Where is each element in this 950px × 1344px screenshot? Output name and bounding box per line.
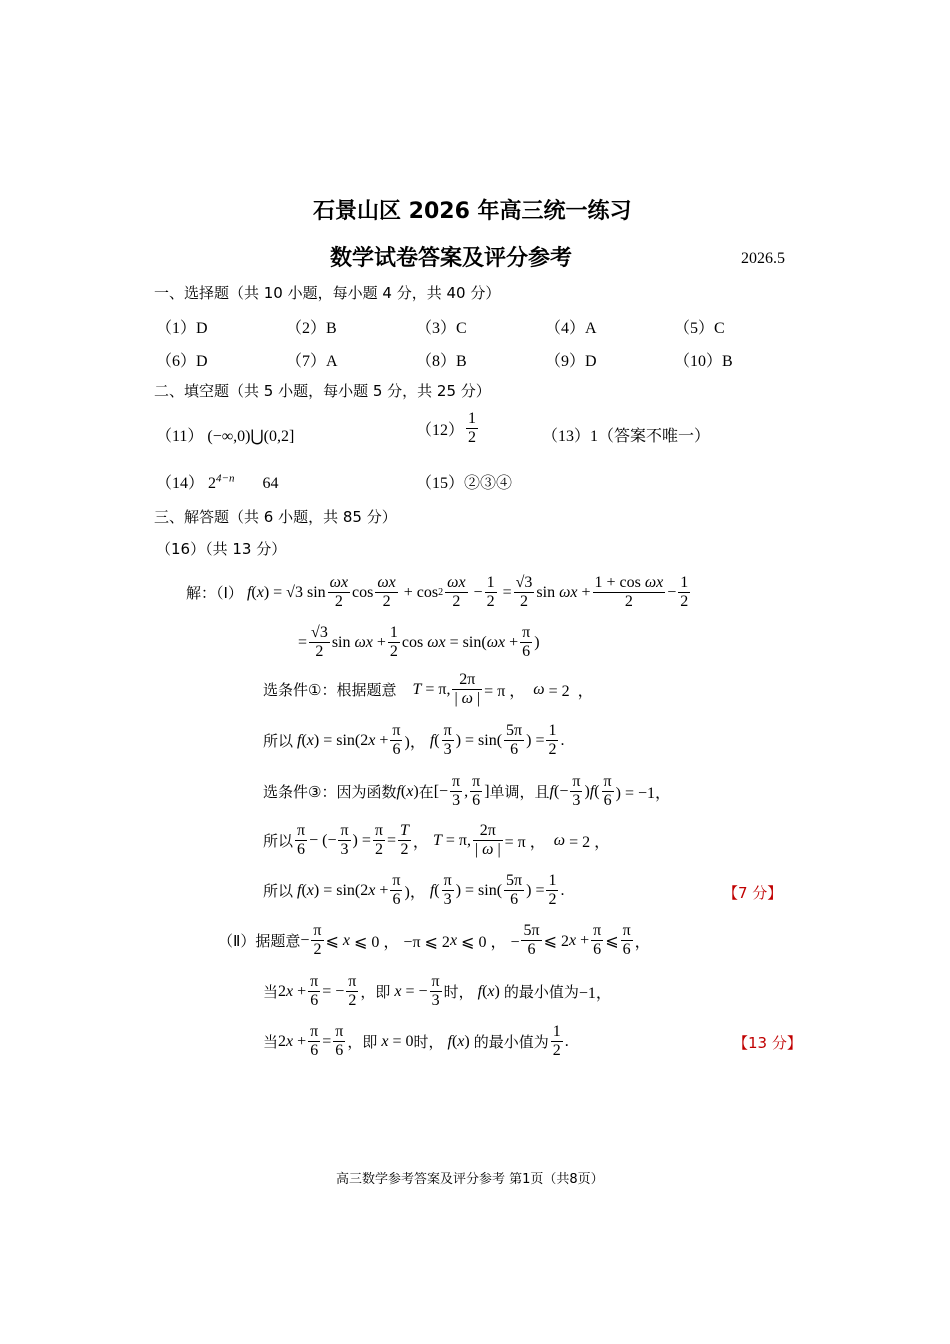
date: 2026.5 [741, 250, 785, 267]
fill-answer-11: （11） (−∞,0)⋃(0,2] [156, 428, 295, 445]
section1-heading: 一、选择题（共 10 小题，每小题 4 分，共 40 分） [154, 284, 501, 302]
fill-answer-12: （12） $\frac{1}{2}$ [416, 410, 477, 446]
section2-heading: 二、填空题（共 5 小题，每小题 5 分，共 25 分） [154, 382, 491, 400]
answer-item: （5）C [674, 320, 725, 337]
answer-item: （2）B [286, 320, 337, 337]
solution-line-1: 解：（Ⅰ） f ( x ) = √3 sin $\frac{\omega x}{2}$ cos $\frac{\omega x}{2}$ + cos 2 $\frac{\omega x}{2}$ − $\frac{1}{2}$ = $\frac{√3}{2}$ sin ωx + $\frac{\text{1 + cos ωx}}{2}$ − $\frac{1}{2}$ [186, 574, 689, 610]
answer-item: （7）A [286, 353, 338, 370]
answer-item: （4）A [545, 320, 597, 337]
part2-line-2: 当 2 x + $\frac{\pi}{6}$ = − $\frac{\pi}{2}$ ，即 x = − $\frac{\pi}{3}$ 时， f ( x ) 的最小值为 −1， [263, 973, 612, 1009]
answer-item: （9）D [545, 353, 597, 370]
answer-item: （10）B [674, 353, 733, 370]
question-16-heading: （16）（共 13 分） [156, 540, 287, 558]
answer-item: （3）C [416, 320, 467, 337]
answer-item: （8）B [416, 353, 467, 370]
answer-item: （1）D [156, 320, 208, 337]
condition-1-line: 选条件①：根据题意 T = π, $\frac{2\pi}{| \omega |}$ = π ， ω = 2 ， [263, 671, 594, 707]
part2-line-1: （Ⅱ）据题意 − $\frac{\pi}{2}$ ⩽ x ⩽ 0 ， −π ⩽ 2 x ⩽ 0 ， − $\frac{5\pi}{6}$ ⩽ 2 x + $\frac{\pi}{6}$ ⩽ $\frac{\pi}{6}$ ， [218, 922, 651, 958]
fill-answer-13: （13）1（答案不唯一） [542, 428, 711, 445]
solution-line-2: = $\frac{√3}{2}$ sin ωx + $\frac{1}{2}$ cos ωx = sin( ωx + $\frac{\pi}{6}$ ) [298, 624, 540, 660]
part2-line-3: 当 2 x + $\frac{\pi}{6}$ = $\frac{\pi}{6}$ ，即 x = 0 时， f ( x ) 的最小值为 $\frac{1}{2}$ . [263, 1023, 569, 1059]
section3-heading: 三、解答题（共 6 小题，共 85 分） [154, 508, 397, 526]
page-subtitle: 数学试卷答案及评分参考 [330, 246, 573, 271]
score-badge-13: 【13 分】 [733, 1034, 802, 1052]
fill-answer-14: （14） $2^{4-n}$ 64 [156, 472, 279, 492]
condition-3-line: 选条件③：因为函数 f ( x ) 在 [− $\frac{\pi}{3}$ , $\frac{\pi}{6}$ ] 单调，且 f (− $\frac{\pi}{3}$ ) f ( $\frac{\pi}{6}$ ) = −1， [263, 773, 672, 809]
answer-item: （6）D [156, 353, 208, 370]
condition-3-period: 所以 $\frac{\pi}{6}$ − (− $\frac{\pi}{3}$ ) = $\frac{\pi}{2}$ = $\frac{T}{2}$ ， T = π, $\frac{2\pi}{| \omega |}$ = π ， ω = 2 ， [263, 822, 611, 858]
condition-1-result: 所以 f ( x ) = sin(2 x + $\frac{\pi}{6}$ )， f ( $\frac{\pi}{3}$ ) = sin( $\frac{5\pi}{6}$ ) = $\frac{1}{2}$ . [263, 722, 565, 758]
condition-3-result: 所以 f ( x ) = sin(2 x + $\frac{\pi}{6}$ )， f ( $\frac{\pi}{3}$ ) = sin( $\frac{5\pi}{6}$ ) = $\frac{1}{2}$ . [263, 872, 565, 908]
score-badge-7: 【7 分】 [723, 884, 783, 902]
fill-answer-15: （15）②③④ [416, 475, 513, 492]
page-footer: 高三数学参考答案及评分参考 第1页（共8页） [336, 1172, 604, 1187]
page-title: 石景山区 2026 年高三统一练习 [313, 199, 632, 224]
